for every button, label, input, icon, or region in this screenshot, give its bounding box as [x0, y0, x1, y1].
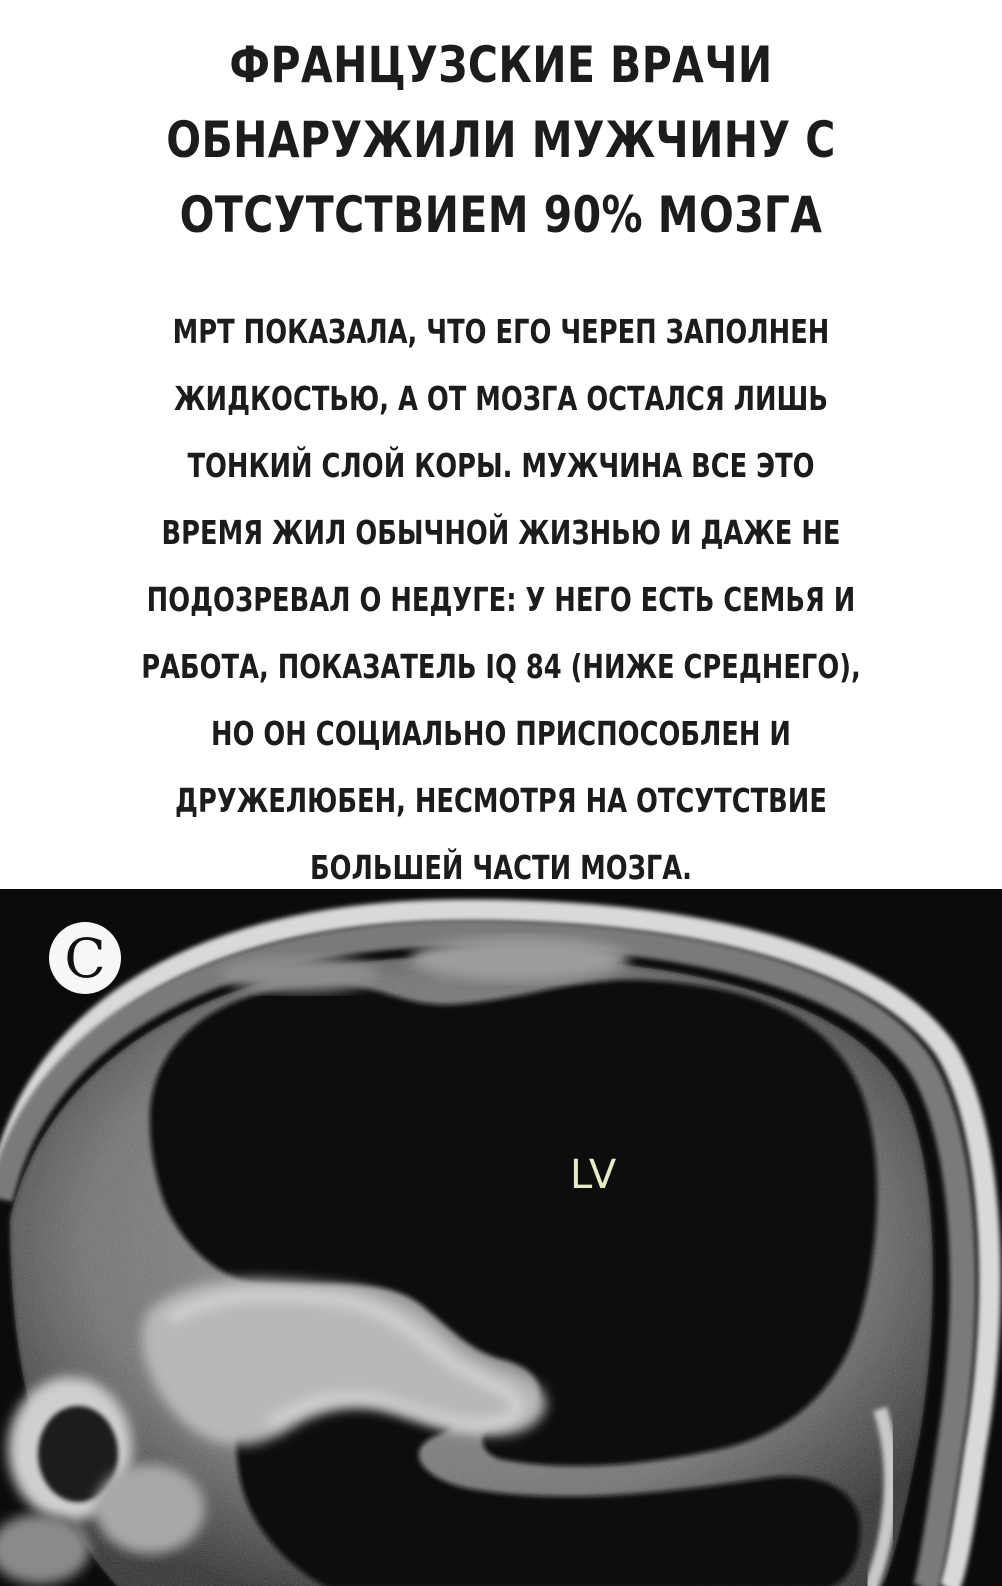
body-line: РАБОТА, ПОКАЗАТЕЛЬ IQ 84 (НИЖЕ СРЕДНЕГО), [141, 647, 861, 686]
headline-line: ОБНАРУЖИЛИ МУЖЧИНУ С [166, 111, 836, 169]
body-line: ЖИДКОСТЬЮ, А ОТ МОЗГА ОСТАЛСЯ ЛИШЬ [174, 379, 828, 418]
body-line: НО ОН СОЦИАЛЬНО ПРИСПОСОБЛЕН И [211, 714, 791, 753]
body-line: ПОДОЗРЕВАЛ О НЕДУГЕ: У НЕГО ЕСТЬ СЕМЬЯ И [146, 580, 856, 619]
ventricle-label: LV [570, 1152, 618, 1198]
headline [107, 28, 896, 253]
body-line: МРТ ПОКАЗАЛА, ЧТО ЕГО ЧЕРЕП ЗАПОЛНЕН [172, 312, 830, 351]
body-line: ДРУЖЕЛЮБЕН, НЕСМОТРЯ НА ОТСУТСТВИЕ [175, 781, 827, 820]
panel-letter: C [64, 926, 106, 990]
mri-scan-image [0, 889, 1002, 1586]
mri-scan-graphic [0, 889, 1002, 1586]
body-line: ТОНКИЙ СЛОЙ КОРЫ. МУЖЧИНА ВСЕ ЭТО [187, 446, 815, 485]
body-line: БОЛЬШЕЙ ЧАСТИ МОЗГА. [310, 848, 692, 887]
body-text [118, 298, 884, 901]
panel-letter-badge [49, 922, 121, 994]
headline-line: ОТСУТСТВИЕМ 90% МОЗГА [179, 186, 823, 244]
body-line: ВРЕМЯ ЖИЛ ОБЫЧНОЙ ЖИЗНЬЮ И ДАЖЕ НЕ [161, 513, 841, 552]
headline-line: ФРАНЦУЗСКИЕ ВРАЧИ [229, 36, 773, 94]
